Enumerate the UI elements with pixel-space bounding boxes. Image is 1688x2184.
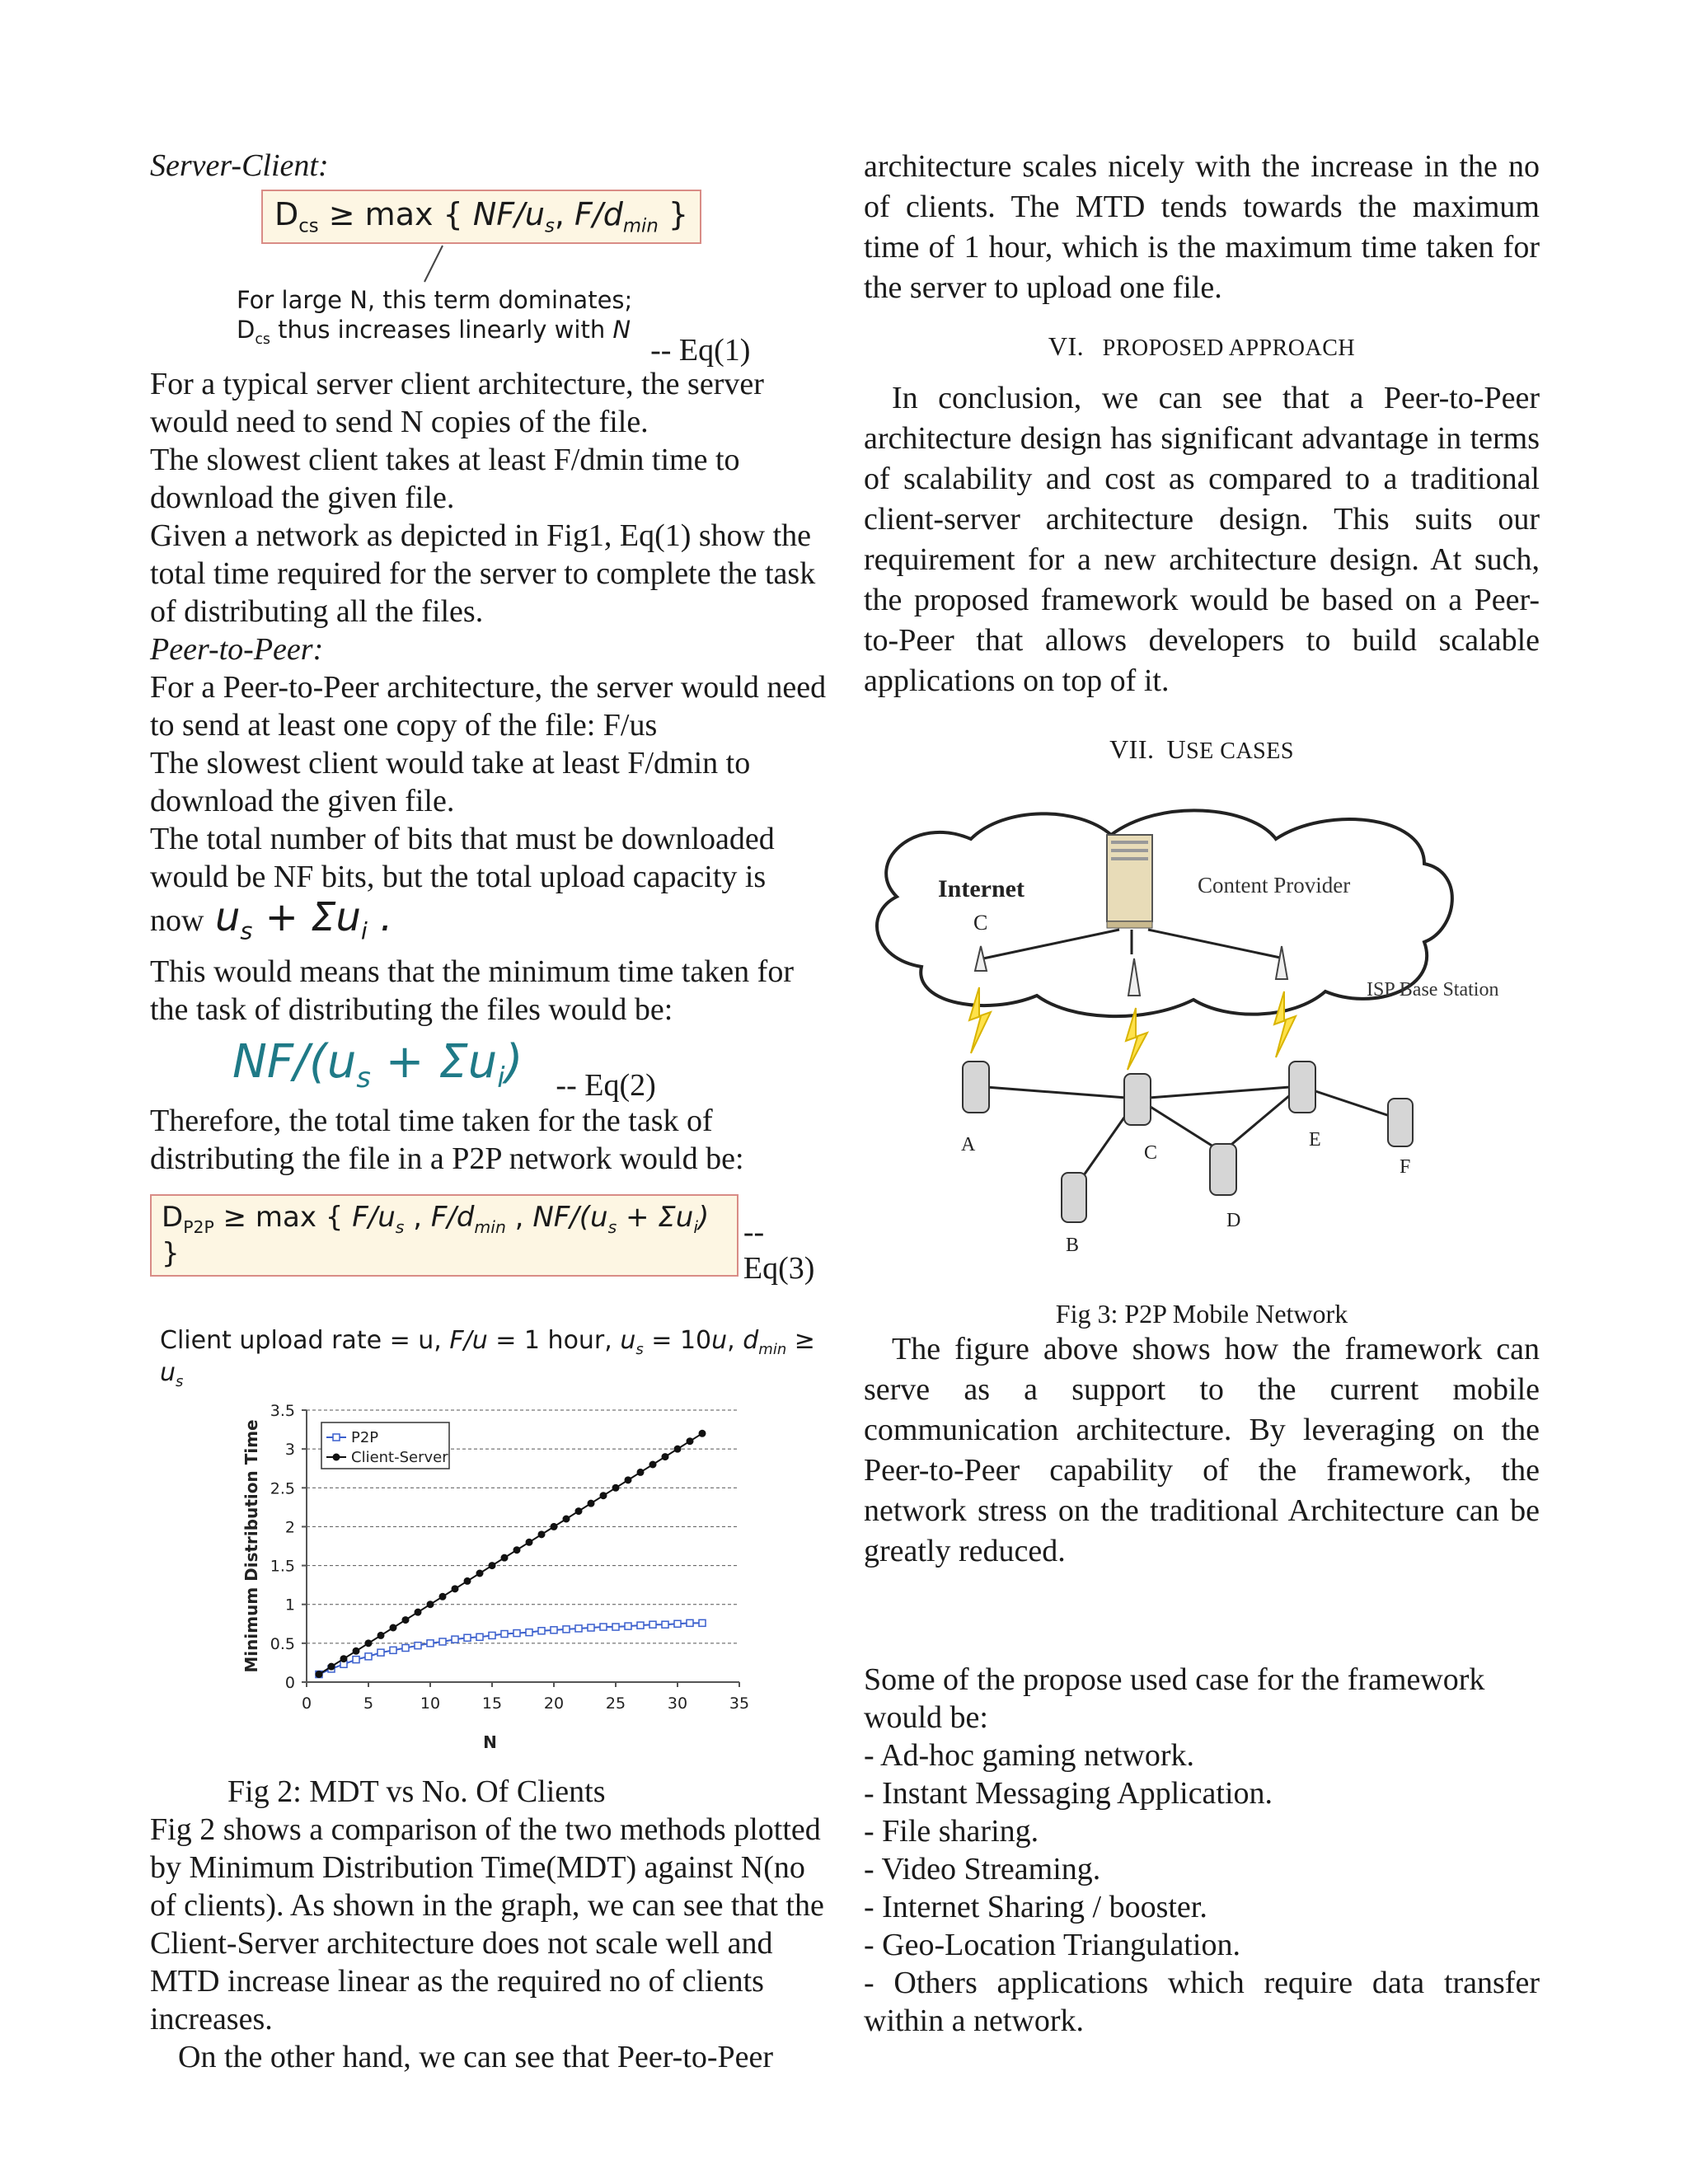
legend-marker (333, 1453, 340, 1460)
data-point-p2p (476, 1633, 483, 1640)
data-point-client-server (377, 1632, 385, 1639)
data-point-client-server (427, 1601, 434, 1608)
eq3-block (150, 1194, 834, 1286)
data-point-p2p (600, 1624, 607, 1630)
para-given-network: Given a network as depicted in Fig1, Eq(1) show the total time required for the server to complete the task of distributing all the files. (150, 518, 816, 630)
upload-capacity-expr: $u_s + \Sigma u_i$ . (214, 894, 393, 945)
data-point-p2p (402, 1644, 409, 1651)
data-point-p2p (637, 1622, 644, 1629)
data-point-p2p (538, 1628, 545, 1634)
svg-text:A: A (961, 1134, 976, 1155)
y-tick-label: 0.5 (270, 1634, 295, 1653)
y-tick-label: 2.5 (270, 1479, 295, 1498)
node-labels (961, 1129, 1410, 1256)
data-point-p2p (415, 1643, 421, 1649)
legend-label: Client-Server (351, 1448, 448, 1466)
data-point-client-server (390, 1624, 397, 1631)
x-tick-label: 25 (605, 1694, 626, 1713)
x-axis-label: N (483, 1732, 497, 1752)
use-case-item: - Others applications which require data transfer within a network. (864, 1966, 1540, 2038)
eq1-note-line1: For large N, this term dominates; (237, 285, 633, 314)
now-word: now (150, 903, 204, 939)
server-icon (1107, 835, 1152, 928)
heading-proposed-approach: VI. PROPOSED APPROACH (1048, 331, 1356, 361)
legend-marker (333, 1434, 340, 1441)
use-case-item: - Video Streaming. (864, 1852, 1101, 1886)
series-line-client-server (319, 1433, 702, 1674)
use-case-item: - Geo-Location Triangulation. (864, 1928, 1240, 1962)
data-point-p2p (439, 1638, 446, 1645)
data-point-p2p (649, 1621, 656, 1628)
data-point-p2p (377, 1649, 384, 1656)
para-typical-server: For a typical server client architecture, the server would need to send N copies of the file. (150, 367, 764, 440)
data-point-p2p (513, 1630, 520, 1637)
data-point-client-server (452, 1585, 459, 1592)
use-case-item: - Ad-hoc gaming network. (864, 1738, 1195, 1773)
data-point-p2p (699, 1619, 706, 1626)
data-point-p2p (662, 1621, 668, 1628)
eq1-block (237, 190, 834, 368)
eq1-note-line2: $D_{cs}$ thus increases linearly with N (237, 315, 631, 348)
data-point-p2p (489, 1632, 495, 1638)
eq1-tag: -- Eq(1) (650, 333, 751, 368)
svg-text:B: B (1066, 1235, 1080, 1256)
data-point-client-server (328, 1663, 335, 1671)
para-slowest-client: The slowest client takes at least F/dmin time to download the given file. (150, 443, 740, 516)
content-provider-label: Content Provider (1198, 873, 1351, 898)
data-point-client-server (637, 1469, 645, 1476)
data-point-client-server (501, 1554, 509, 1562)
chart-header: Client upload rate = u, F/u = 1 hour, $u_s = 10u$, $d_{min} \ge u_s$ (160, 1325, 815, 1390)
data-point-client-server (415, 1609, 422, 1616)
x-tick-label: 20 (543, 1694, 565, 1713)
data-point-p2p (674, 1620, 681, 1627)
svg-text:D: D (1226, 1210, 1241, 1231)
data-point-p2p (551, 1627, 557, 1633)
right-column (864, 147, 1540, 2040)
data-point-client-server (612, 1484, 620, 1492)
para-p2p-slowest: The slowest client would take at least F/dmin to download the given file. (150, 746, 751, 819)
data-point-p2p (526, 1629, 532, 1636)
data-point-p2p (501, 1631, 508, 1638)
eq2-tag: -- Eq(2) (556, 1068, 656, 1104)
use-case-item: - File sharing. (864, 1814, 1039, 1849)
p2p-mobile-network-diagram (864, 806, 1540, 1301)
data-point-client-server (662, 1453, 669, 1460)
data-point-client-server (340, 1655, 348, 1662)
svg-text:C: C (1144, 1142, 1158, 1164)
eq1-box: $D_{cs} \ge \max$ { $NF/u_s$, $F/d_{min}$ } (261, 190, 701, 244)
use-case-list (864, 1736, 1540, 2040)
data-point-p2p (588, 1624, 594, 1631)
eq1-note (237, 285, 834, 368)
data-point-client-server (489, 1562, 496, 1569)
data-point-client-server (526, 1539, 533, 1546)
eq2-expr: $NF/(u_s + \Sigma u_i)$ (232, 1034, 523, 1094)
mobile-phones (963, 1062, 1413, 1222)
para-therefore: Therefore, the total time taken for the task of distributing the file in a P2P network would be: (150, 1104, 744, 1177)
data-point-client-server (563, 1515, 570, 1522)
data-point-client-server (674, 1446, 682, 1453)
x-tick-label: 5 (363, 1694, 374, 1713)
data-point-p2p (390, 1647, 396, 1653)
data-point-p2p (427, 1640, 434, 1647)
isp-label: ISP Base Station (1367, 979, 1499, 1001)
data-point-client-server (476, 1569, 484, 1577)
data-point-client-server (699, 1430, 706, 1437)
heading-use-cases: VII. USE CASES (1109, 734, 1294, 764)
series-line-p2p (319, 1623, 702, 1674)
para-conclusion: In conclusion, we can see that a Peer-to-Peer architecture design has significant advantage in terms of scalability and cost as compared to a traditional client-server architecture design. This suits our requirement for a new architecture design. At such, the proposed framework would be based on a Peer-to-Peer that allows developers to build scalable applications on top of it. (864, 381, 1540, 698)
legend-label: P2P (351, 1428, 379, 1446)
data-point-p2p (612, 1624, 619, 1630)
data-point-p2p (687, 1619, 693, 1626)
x-tick-label: 0 (301, 1694, 312, 1713)
data-point-p2p (464, 1634, 471, 1641)
internet-c-label: C (973, 911, 988, 935)
x-tick-label: 30 (667, 1694, 688, 1713)
x-tick-label: 10 (420, 1694, 441, 1713)
para-now (150, 896, 834, 953)
server-client-label: Server-Client: (150, 148, 329, 183)
data-point-client-server (402, 1616, 410, 1624)
para-figure-above: The figure above shows how the framework can serve as a support to the current mobile communication architecture. By leveraging on the Peer-to-Peer capability of the framework, the network stress on the traditional Architecture can be greatly reduced. (864, 1332, 1540, 1568)
data-point-p2p (563, 1626, 570, 1633)
para-propose-used-cases: Some of the propose used case for the framework would be: (864, 1662, 1485, 1735)
data-point-client-server (353, 1647, 360, 1655)
y-tick-label: 1 (284, 1596, 295, 1615)
para-total-bits: The total number of bits that must be downloaded would be NF bits, but the total upload capacity is (150, 822, 775, 895)
data-point-client-server (649, 1460, 657, 1468)
para-on-the-other-hand: On the other hand, we can see that Peer-to-Peer (178, 2039, 773, 2074)
eq2-block (232, 1034, 834, 1104)
eq3-tag: --Eq(3) (743, 1214, 815, 1286)
eq3-box: $D_{P2P} \ge \max$ { $F/u_s$ , $F/d_{min}$ , $NF/(u_s + \Sigma u_i)$ } (150, 1194, 738, 1277)
y-tick-label: 2 (284, 1518, 295, 1537)
data-point-client-server (551, 1523, 558, 1530)
data-point-client-server (625, 1476, 632, 1483)
fig2-caption: Fig 2: MDT vs No. Of Clients (227, 1774, 606, 1809)
use-case-item: - Internet Sharing / booster. (864, 1890, 1207, 1924)
y-axis-label: Minimum Distribution Time (241, 1419, 261, 1673)
data-point-p2p (575, 1625, 582, 1632)
para-fig2-comparison: Fig 2 shows a comparison of the two methods plotted by Minimum Distribution Time(MDT) against N(no of clients). As shown in the graph, we can see that the Client-Server architecture does not scale well and MTD increase linear as the required no of clients increases. (150, 1811, 824, 2036)
data-point-client-server (575, 1507, 583, 1515)
data-point-client-server (588, 1500, 595, 1507)
y-tick-label: 1.5 (270, 1557, 295, 1576)
fig3-caption: Fig 3: P2P Mobile Network (1055, 1299, 1348, 1329)
data-point-client-server (600, 1492, 607, 1499)
x-tick-label: 35 (729, 1694, 750, 1713)
data-point-client-server (513, 1546, 521, 1554)
y-tick-label: 0 (284, 1673, 295, 1692)
left-column (150, 147, 834, 2076)
y-tick-label: 3 (284, 1441, 295, 1460)
data-point-client-server (538, 1530, 546, 1538)
data-point-p2p (625, 1623, 631, 1629)
use-case-item: - Instant Messaging Application. (864, 1776, 1273, 1811)
svg-text:F: F (1400, 1156, 1411, 1178)
data-point-client-server (365, 1639, 373, 1647)
x-tick-label: 15 (481, 1694, 503, 1713)
data-point-client-server (439, 1593, 447, 1601)
data-point-p2p (365, 1653, 372, 1660)
data-point-client-server (464, 1577, 471, 1585)
y-tick-label: 3.5 (270, 1401, 295, 1420)
mdt-chart (232, 1402, 826, 1773)
data-point-client-server (687, 1437, 694, 1445)
p2p-label: Peer-to-Peer: (150, 632, 324, 668)
para-scales-nicely: architecture scales nicely with the increase in the no of clients. The MTD tends towards the maximum time of 1 hour, which is the maximum time taken for the server to upload one file. (864, 149, 1540, 305)
eq1-pointer (410, 244, 459, 285)
svg-text:E: E (1309, 1129, 1321, 1151)
para-p2p-server: For a Peer-to-Peer architecture, the server would need to send at least one copy of the file: F/us (150, 670, 827, 743)
data-point-p2p (353, 1657, 359, 1663)
data-point-p2p (452, 1636, 458, 1643)
data-point-client-server (316, 1671, 323, 1678)
internet-label: Internet (938, 875, 1025, 902)
peer-links (975, 1086, 1400, 1189)
para-min-time: This would means that the minimum time taken for the task of distributing the files would be: (150, 954, 794, 1027)
